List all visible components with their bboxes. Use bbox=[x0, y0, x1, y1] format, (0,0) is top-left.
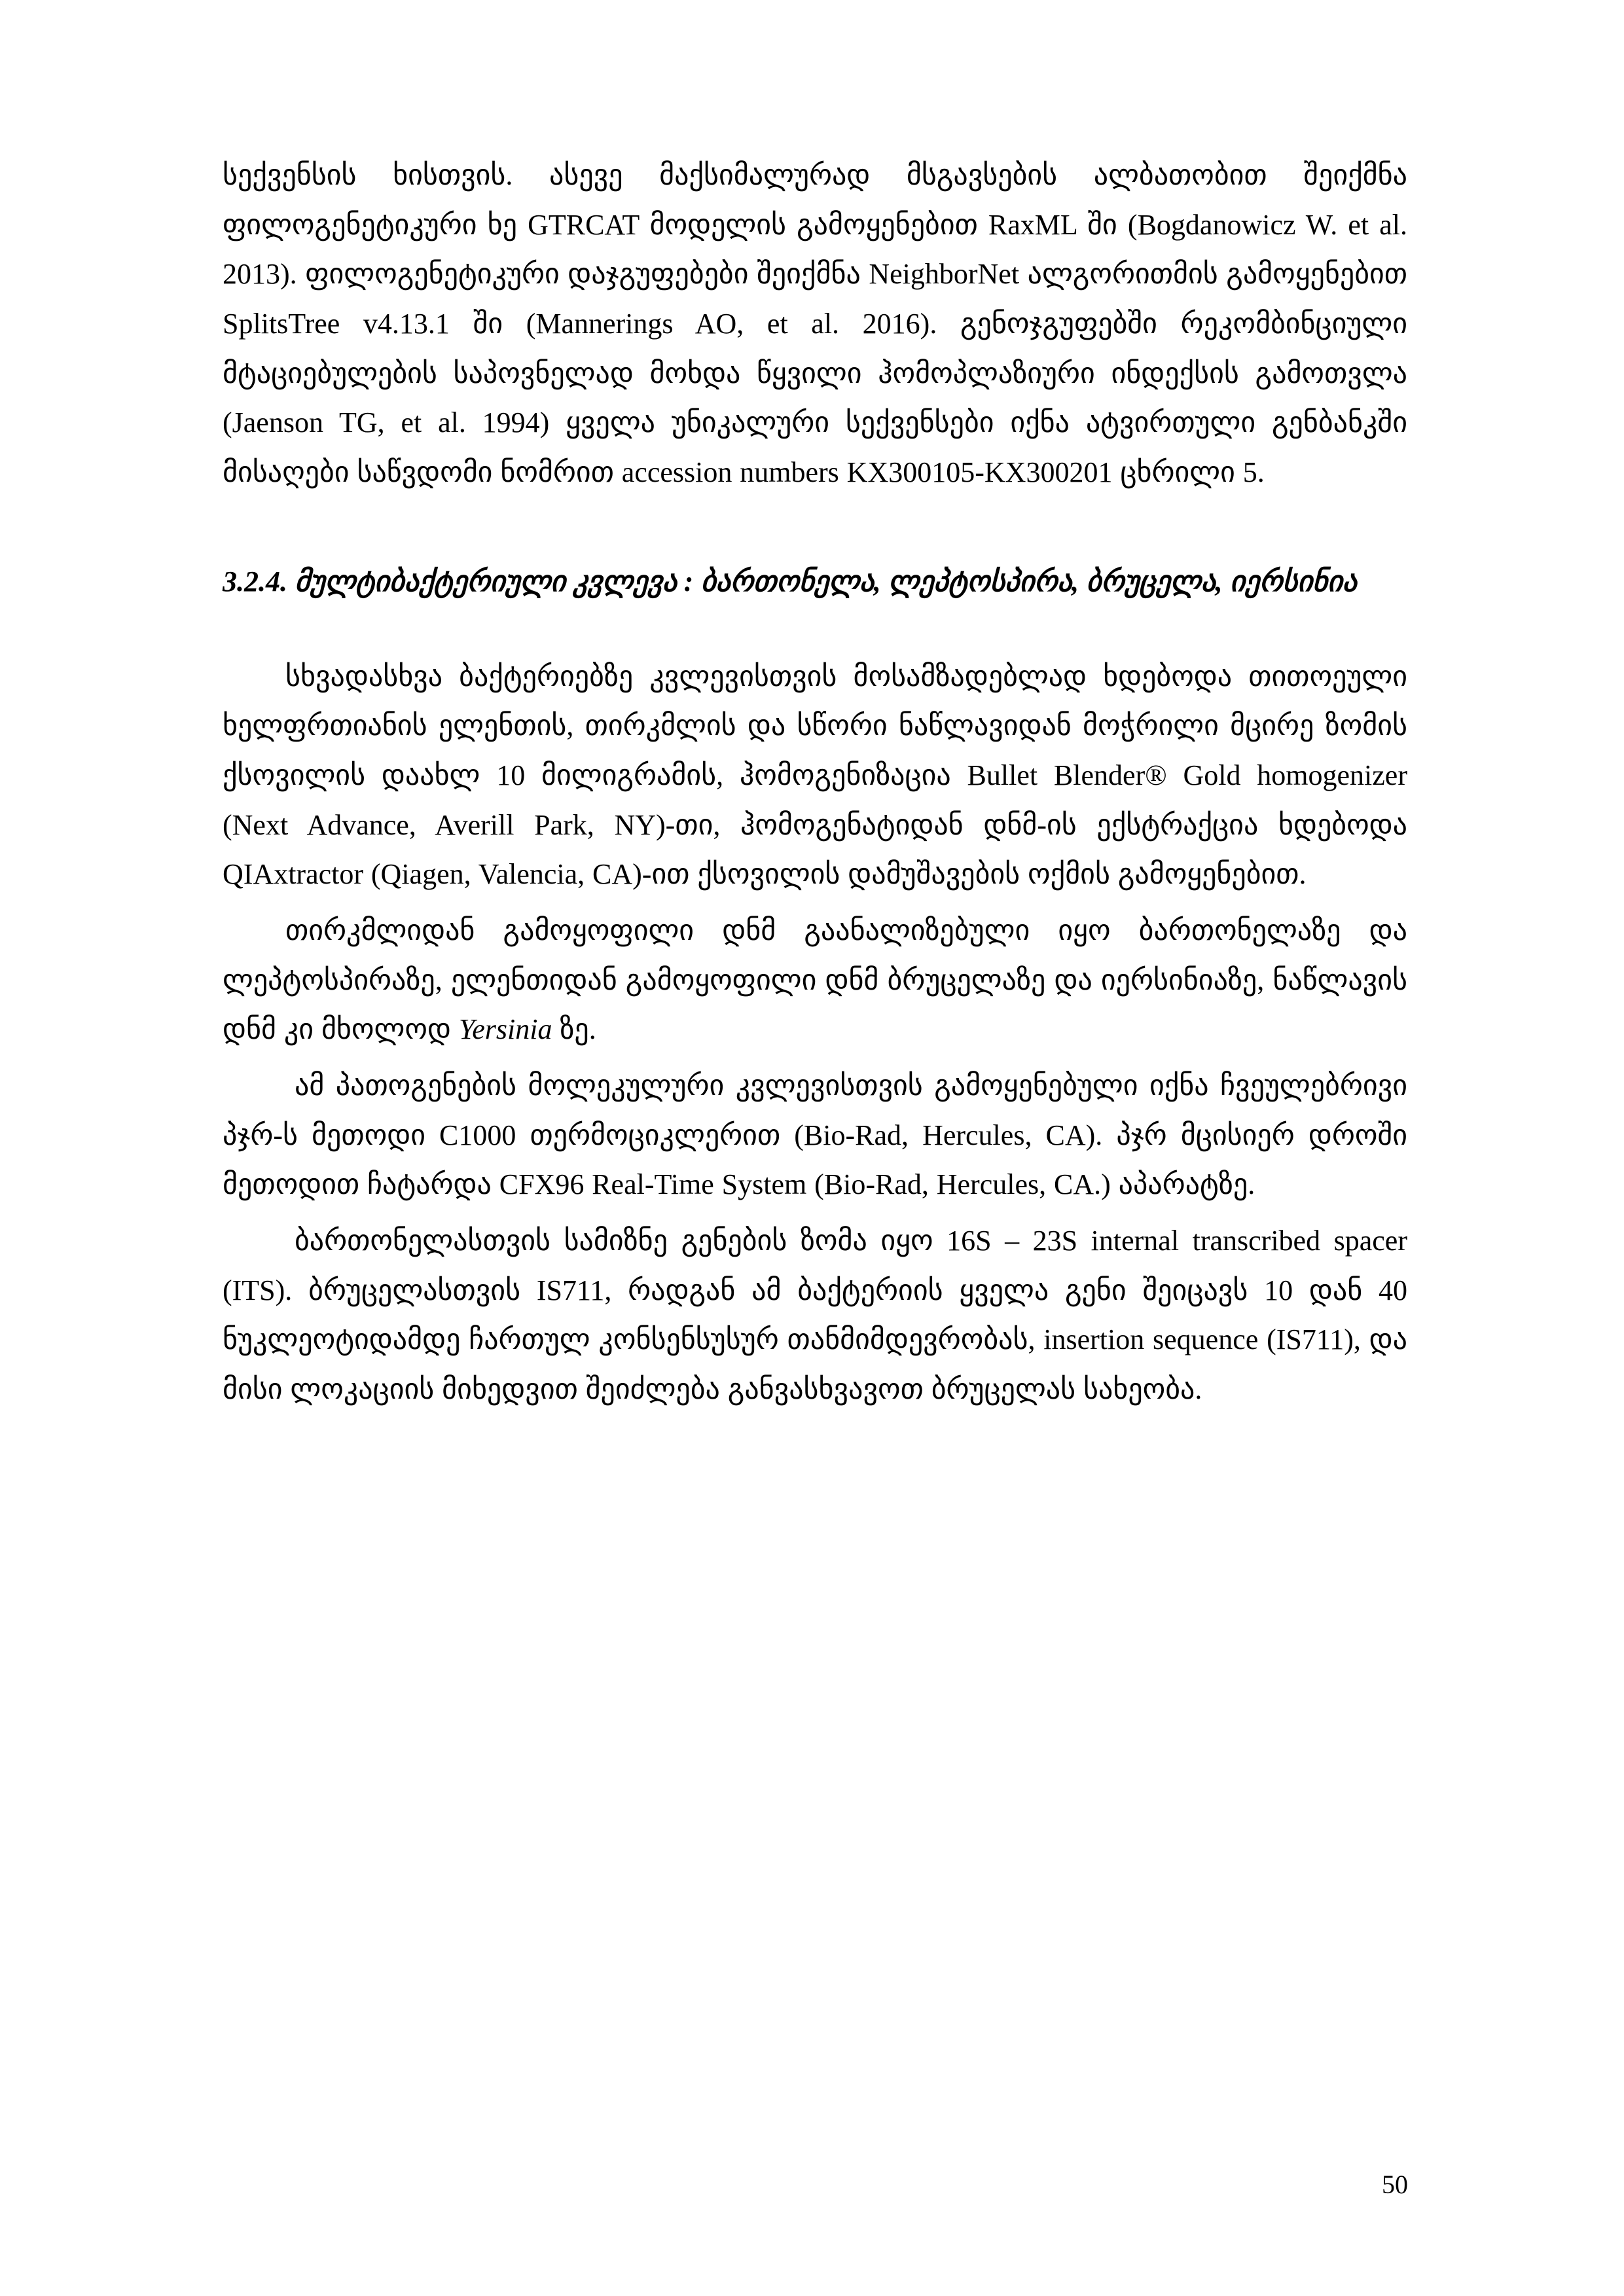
paragraph-spacer bbox=[223, 497, 1407, 558]
paragraph-dna-analysis-pre: თირკმლიდან გამოყოფილი დნმ გაანალიზებული იყო ბართონელაზე და ლეპტოსპირაზე, ელენთიდან გამოყოფილი დნმ ბრუცელაზე და იერსინიაზე, ნაწლავის დნმ კი მხოლოდ bbox=[223, 914, 1407, 1046]
paragraph-gap-1 bbox=[223, 899, 1407, 906]
paragraph-target-genes: ბართონელასთვის სამიზნე გენების ზომა იყო 16S – 23S internal transcribed spacer (ITS). ბრუცელასთვის IS711, რადგან ამ ბაქტერიის ყველა გენი შეიცავს 10 დან 40 ნუკლეოტიდამდე ჩართულ კონსენსუსურ თანმიმდევრობას, insertion sequence (IS711), და მისი ლოკაციის მიხედვით შეიძლება განვასხვავოთ ბრუცელას სახეობა. bbox=[223, 1225, 1407, 1406]
paragraph-dna-analysis bbox=[223, 906, 1407, 1054]
document-body bbox=[223, 151, 1407, 1414]
paragraph-dna-analysis-post: ზე. bbox=[552, 1013, 596, 1046]
paragraph-intro: სექვენსის ხისთვის. ასევე მაქსიმალურად მსგავსების ალბათობით შეიქმნა ფილოგენეტიკური ხე GTRCAT მოდელის გამოყენებით RaxML ში (Bogdanowicz W. et al. 2013). ფილოგენეტიკური დაჯგუფებები შეიქმნა NeighborNet ალგორითმის გამოყენებით SplitsTree v4.13.1 ში (Mannerings AO, et al. 2016). გენოჯგუფებში რეკომბინციული მტაციებულების საპოვნელად მოხდა წყვილი ჰომოპლაზიური ინდექსის გამოთვლა (Jaenson TG, et al. 1994) ყველა უნიკალური სექვენსები იქნა ატვირთული გენბანკში მისაღები საწვდომი ნომრით accession numbers KX300105-KX300201 ცხრილი 5. bbox=[223, 159, 1407, 489]
species-name-yersinia: Yersinia bbox=[458, 1013, 552, 1046]
section-heading-3-2-4: 3.2.4. მულტიბაქტერიული კვლევა : ბართონელა, ლეპტოსპირა, ბრუცელა, იერსინია bbox=[223, 565, 1357, 598]
paragraph-gap-3 bbox=[223, 1210, 1407, 1216]
paragraph-gap-2 bbox=[223, 1054, 1407, 1061]
heading-spacer bbox=[223, 606, 1407, 652]
paragraph-pcr-method: ამ პათოგენების მოლეკულური კვლევისთვის გამოყენებული იქნა ჩვეულებრივი პჯრ-ს მეთოდი C1000 თერმოციკლერით (Bio-Rad, Hercules, CA). პჯრ მცისიერ დროში მეთოდით ჩატარდა CFX96 Real-Time System (Bio-Rad, Hercules, CA.) აპარატზე. bbox=[223, 1069, 1407, 1201]
paragraph-sample-preparation: სხვადასხვა ბაქტერიებზე კვლევისთვის მოსამზადებლად ხდებოდა თითოეული ხელფრთიანის ელენთის, თირკმლის და სწორი ნაწლავიდან მოჭრილი მცირე ზომის ქსოვილის დაახლ 10 მილიგრამის, ჰომოგენიზაცია Bullet Blender® Gold homogenizer (Next Advance, Averill Park, NY)-თი, ჰომოგენატიდან დნმ-ის ექსტრაქცია ხდებოდა QIAxtractor (Qiagen, Valencia, CA)-ით ქსოვილის დამუშავების ოქმის გამოყენებით. bbox=[223, 660, 1407, 891]
page-number: 50 bbox=[1382, 2170, 1408, 2199]
